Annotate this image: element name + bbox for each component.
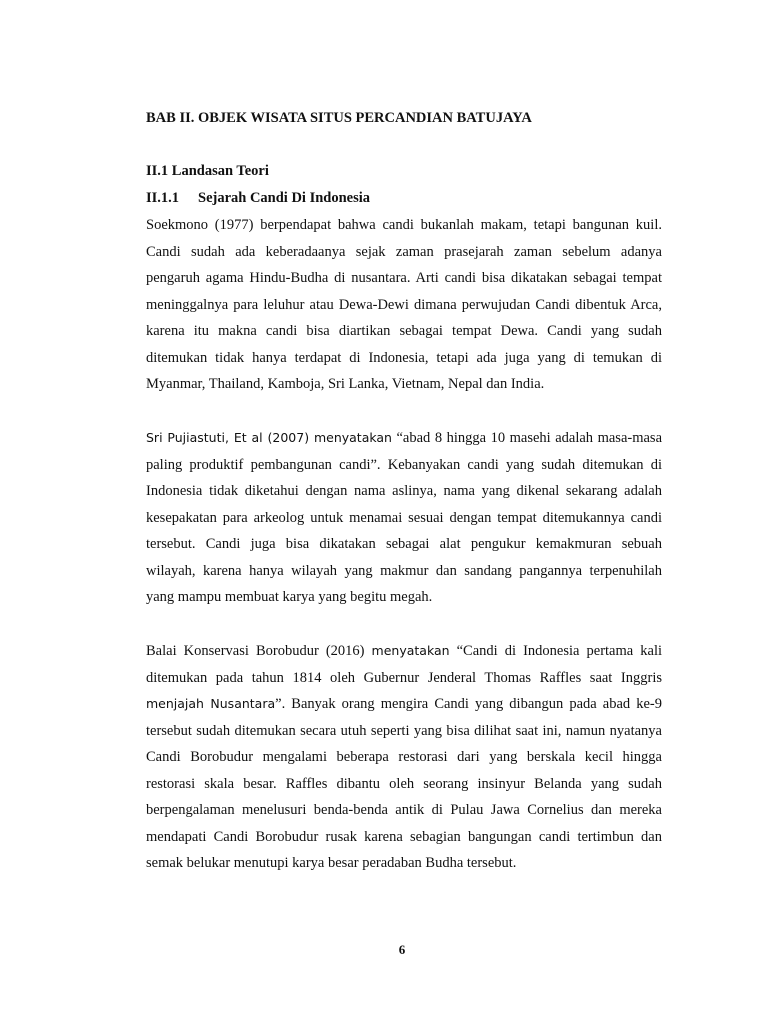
paragraph-line: mendapati Candi Borobudur rusak karena sebagian bangungan candi tertimbun dan [146,828,662,845]
paragraph-line: Candi sudah ada keberadaanya sejak zaman prasejarah zaman sebelum adanya [146,243,662,260]
paragraph-line: kesepakatan para arkeolog untuk menamai sesuai dengan tempat ditemukannya candi [146,509,662,526]
paragraph-line: tersebut sudah ditemukan secara utuh seperti yang bisa dilihat saat ini, namun nyatanya [146,722,662,739]
paragraph-line: berpengalaman menelusuri benda-benda antik di Pulau Jawa Cornelius dan mereka [146,802,662,818]
paragraph-line: karena itu makna candi bisa diartikan sebagai tempat Dewa. Candi yang sudah [146,323,662,339]
paragraph-line: wilayah, karena hanya wilayah yang makmur dan sandang pangannya terpenuhilah [146,562,662,579]
paragraph-line: Myanmar, Thailand, Kamboja, Sri Lanka, Vietnam, Nepal dan India. [146,376,545,392]
paragraph-line: restorasi skala besar. Raffles dibantu oleh seorang insinyur Belanda yang sudah [146,775,662,792]
paragraph-1 [146,212,662,398]
paragraph-line: pengaruh agama Hindu-Budha di nusantara. Arti candi bisa dikatakan sebagai tempat [146,270,662,286]
paragraph-line: yang mampu membuat karya yang begitu megah. [146,589,433,605]
paragraph-line: paling produktif pembangunan candi”. Kebanyakan candi yang sudah ditemukan di [146,456,662,473]
paragraph-line-first [146,425,662,452]
paragraph-line: tersebut. Candi juga bisa dikatakan sebagai alat pengukur kemakmuran sebuah [146,536,662,552]
paragraph-2 [146,425,662,611]
quote-phrase: menjajah Nusantara [146,696,276,711]
paragraph-line: Soekmono (1977) berpendapat bahwa candi bukanlah makam, tetapi bangunan kuil. [146,217,662,233]
subsection-number: II.1.1 [146,190,180,206]
subsection-heading [146,190,370,207]
section-heading: II.1 Landasan Teori [146,163,269,179]
paragraph-line: Candi Borobudur mengalami beberapa restorasi dari yang berskala kecil hingga [146,749,662,765]
chapter-title: BAB II. OBJEK WISATA SITUS PERCANDIAN BATUJAYA [146,110,532,126]
quote-end: ”. Banyak orang mengira Candi yang dibangun pada abad ke-9 [275,696,662,712]
paragraph-line: semak belukar menutupi karya besar peradaban Budha tersebut. [146,855,517,871]
paragraph-line: ditemukan tidak hanya terdapat di Indonesia, tetapi ada juga yang di temukan di [146,349,662,366]
quote-start: “Candi di Indonesia pertama kali [456,643,662,659]
paragraph-3 [146,638,662,877]
page-number: 6 [398,942,406,957]
paragraph-line-quote-end [146,691,662,718]
citation-author: Sri Pujiastuti, Et al (2007) menyatakan [146,430,392,445]
paragraph-line: meninggalnya para leluhur atau Dewa-Dewi dimana perwujudan Candi dibentuk Arca, [146,296,662,313]
paragraph-line: Indonesia tidak diketahui dengan nama aslinya, nama yang dikenal sekarang adalah [146,483,662,499]
quote-start: “abad 8 hingga 10 masehi adalah masa-masa [391,430,663,446]
paragraph-line: ditemukan pada tahun 1814 oleh Gubernur Jenderal Thomas Raffles saat Inggris [146,669,662,686]
citation-source: Balai Konservasi Borobudur (2016) [146,643,372,659]
paragraph-line-first [146,638,662,665]
subsection-title: Sejarah Candi Di Indonesia [198,190,371,206]
citation-verb: menyatakan [371,643,450,658]
